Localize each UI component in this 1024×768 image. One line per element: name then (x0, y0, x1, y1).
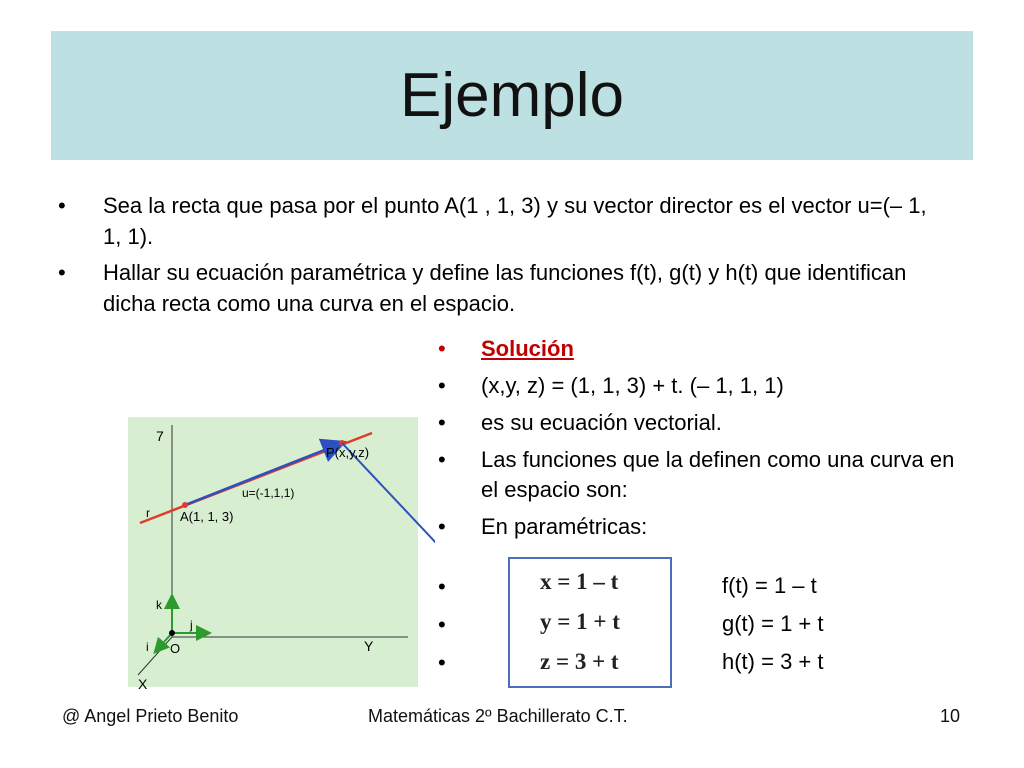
solution-text: En paramétricas: (481, 514, 648, 539)
bullet-marker: • (438, 410, 446, 435)
solution-item (438, 371, 958, 401)
unit-j-label: j (190, 618, 193, 632)
parametric-bullet-list (438, 572, 446, 686)
bullet-marker: • (438, 612, 446, 637)
equation-x: x = 1 – t (540, 569, 619, 594)
bullet-marker: • (438, 336, 446, 361)
solution-text: es su ecuación vectorial. (481, 410, 722, 435)
bullet-marker: • (58, 260, 66, 285)
solution-item (438, 445, 958, 505)
bullet-marker: • (58, 193, 66, 218)
bullet-marker: • (438, 373, 446, 398)
x-axis-label: X (138, 676, 148, 692)
line-r-label: r (146, 506, 150, 520)
function-f: f(t) = 1 – t (722, 573, 817, 598)
footer-author: @ Angel Prieto Benito (62, 706, 239, 726)
point-p-label: P(x,y,z) (326, 445, 370, 460)
intro-bullet (58, 257, 938, 319)
solution-item (438, 512, 958, 542)
z-axis-label: 7 (156, 428, 164, 444)
footer-course: Matemáticas 2º Bachillerato C.T. (368, 706, 628, 726)
vector-equation: (x,y, z) = (1, 1, 3) + t. (– 1, 1, 1) (481, 373, 784, 398)
slide-title: Ejemplo (400, 61, 624, 130)
bullet-marker: • (438, 514, 446, 539)
bullet-marker: • (438, 574, 446, 599)
footer-page-number: 10 (940, 706, 961, 726)
origin-dot (169, 630, 175, 636)
solution-heading-item (438, 334, 958, 364)
function-h: h(t) = 3 + t (722, 649, 824, 674)
equation-y: y = 1 + t (540, 609, 620, 634)
solution-heading: Solución (481, 336, 574, 361)
equation-z: z = 3 + t (540, 649, 619, 674)
bullet-marker: • (438, 447, 446, 472)
vector-u-label: u=(-1,1,1) (242, 486, 295, 500)
origin-label: O (170, 641, 181, 656)
bullet-marker: • (438, 650, 446, 675)
solution-text: Las funciones que la definen como una curva en el espacio son: (481, 447, 955, 502)
y-axis-label: Y (364, 638, 374, 654)
intro-bullet (58, 190, 938, 252)
intro-bullet-list (58, 190, 938, 324)
point-a-dot (182, 502, 188, 508)
unit-i-label: i (146, 640, 149, 654)
function-g: g(t) = 1 + t (722, 611, 824, 636)
solution-item (438, 408, 958, 438)
bullet-text: Hallar su ecuación paramétrica y define las funciones f(t), g(t) y h(t) que identifican dicha recta como una curva en el espacio. (103, 260, 907, 316)
parametric-equations-box (508, 557, 672, 688)
unit-k-label: k (156, 598, 162, 612)
bullet-text: Sea la recta que pasa por el punto A(1 , 1, 3) y su vector director es el vector u=(– 1, 1, 1). (103, 193, 927, 249)
solution-bullet-list (438, 334, 958, 549)
line-in-space-figure (110, 405, 435, 695)
title-bar (51, 31, 973, 160)
point-a-label: A(1, 1, 3) (180, 509, 234, 524)
